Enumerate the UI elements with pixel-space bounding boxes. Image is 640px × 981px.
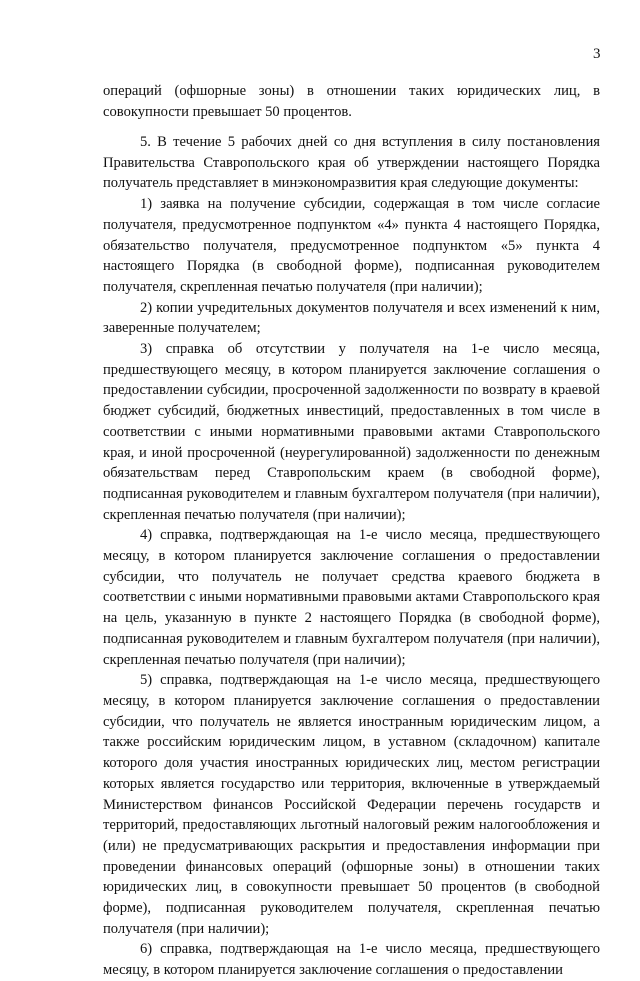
document-body [103, 132, 600, 981]
list-item-4: 4) справка, подтверждающая на 1-е число месяца, предшествующего месяцу, в котором планируется заключение соглашения о предоставлении субсидии, что получатель не получает средства краевого бюджета в соответствии с иными нормативными правовыми актами Ставропольского края на цель, указанную в пункте 2 настоящего Порядка (в свободной форме), подписанная руководителем и главным бухгалтером получателя (при наличии), скрепленная печатью получателя (при наличии); [103, 527, 600, 668]
continued-text-block [103, 81, 600, 122]
list-item-1: 1) заявка на получение субсидии, содержащая в том числе согласие получателя, предусмотренное подпунктом «4» пункта 4 настоящего Порядка, обязательство получателя, предусмотренное подпунктом «5» пункта 4 настоящего Порядка (в свободной форме), подписанная руководителем получателя, скрепленная печатью получателя (при наличии); [103, 196, 600, 295]
list-item-6: 6) справка, подтверждающая на 1-е число месяца, предшествующего месяцу, в котором планируется заключение соглашения о предоставлении [103, 941, 600, 979]
list-item-2: 2) копии учредительных документов получателя и всех изменений к ним, заверенные получателем; [103, 299, 600, 337]
paragraph-5: 5. В течение 5 рабочих дней со дня вступления в силу постановления Правительства Ставропольского края об утверждении настоящего Порядка получатель представляет в минэкономразвития края следующие документы: [103, 134, 600, 192]
list-item-3: 3) справка об отсутствии у получателя на 1-е число месяца, предшествующего месяцу, в котором планируется заключение соглашения о предоставлении субсидии, просроченной задолженности по возврату в краевой бюджет субсидий, бюджетных инвестиций, предоставленных в том числе в соответствии с иными нормативными правовыми актами Ставропольского края, и иной просроченной (неурегулированной) задолженности по денежным обязательствам перед Ставропольским краем (в свободной форме), подписанная руководителем и главным бухгалтером получателя (при наличии), скрепленная печатью получателя (при наличии); [103, 341, 600, 523]
list-item-5: 5) справка, подтверждающая на 1-е число месяца, предшествующего месяцу, в котором планируется заключение соглашения о предоставлении субсидии, что получатель не является иностранным юридическим лицом, а также российским юридическим лицом, в уставном (складочном) капитале которого доля участия иностранных юридических лиц, местом регистрации которых является государство или территория, включенные в утверждаемый Министерством финансов Российской Федерации перечень государств и территорий, предоставляющих льготный налоговый режим налогообложения и (или) не предусматривающих раскрытия и предоставления информации при проведении финансовых операций (офшорные зоны) в отношении таких юридических лиц, в совокупности превышает 50 процентов (в свободной форме), подписанная руководителем получателя, скрепленная печатью получателя (при наличии); [103, 672, 600, 937]
intro-paragraph: операций (офшорные зоны) в отношении таких юридических лиц, в совокупности превышает 50 процентов. [103, 83, 600, 120]
page-number: 3 [593, 46, 601, 62]
